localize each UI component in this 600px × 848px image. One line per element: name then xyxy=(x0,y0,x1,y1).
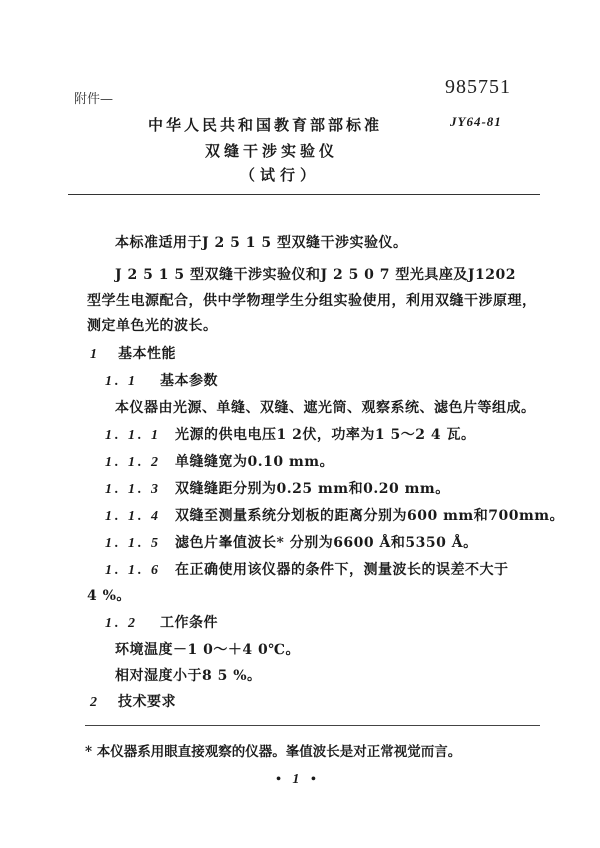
section-number: 1. 1. 5 xyxy=(105,536,161,551)
document-status: （试行） xyxy=(240,166,321,184)
annex-label: 附件— xyxy=(74,92,114,107)
section-number: 1 xyxy=(90,347,100,362)
ambient-temperature: 环境温度－1 0～＋4 0℃。 xyxy=(115,642,300,658)
section-1-1 xyxy=(105,370,218,390)
section-1-1-6-continued: 4 %。 xyxy=(87,588,131,604)
section-heading: 基本性能 xyxy=(118,346,176,362)
footnote-rule xyxy=(85,725,540,726)
page-number: • 1 • xyxy=(276,772,320,787)
section-1-1-2 xyxy=(105,451,334,471)
section-heading: 基本参数 xyxy=(160,373,218,389)
scope-paragraph: 本标准适用于J 2 5 1 5 型双缝干涉实验仪。 xyxy=(115,235,408,251)
section-1-1-5 xyxy=(105,532,478,552)
section-1-1-3 xyxy=(105,478,450,498)
purpose-paragraph-line-1: J 2 5 1 5 型双缝干涉实验仪和J 2 5 0 7 型光具座及J1202 xyxy=(115,267,517,283)
document-number: 985751 xyxy=(445,76,511,98)
section-heading: 工作条件 xyxy=(160,615,218,631)
section-number: 1. 1. 6 xyxy=(105,563,161,578)
section-1 xyxy=(90,343,176,363)
section-1-2 xyxy=(105,612,218,632)
section-1-1-6 xyxy=(105,559,509,579)
section-2 xyxy=(90,691,176,711)
section-number: 1. 1. 2 xyxy=(105,455,161,470)
relative-humidity: 相对湿度小于8 5 %。 xyxy=(115,668,262,684)
purpose-paragraph-line-2: 型学生电源配合，供中学物理学生分组实验使用，利用双缝干涉原理， xyxy=(87,293,537,309)
section-1-1-1 xyxy=(105,424,475,444)
section-text: 光源的供电电压1 2伏，功率为1 5～2 4 瓦。 xyxy=(175,427,476,443)
section-number: 1. 1 xyxy=(105,374,138,389)
section-text: 滤色片峯值波长* 分别为6600 Å和5350 Å。 xyxy=(175,535,478,551)
standard-code: JY64-81 xyxy=(450,114,502,129)
section-text: 单缝缝宽为0.10 mm。 xyxy=(175,454,335,470)
section-text: 在正确使用该仪器的条件下，测量波长的误差不大于 xyxy=(175,562,509,578)
footnote: * 本仪器系用眼直接观察的仪器。峯值波长是对正常视觉而言。 xyxy=(85,744,462,760)
document-title: 双缝干涉实验仪 xyxy=(205,142,339,160)
section-number: 1. 1. 3 xyxy=(105,482,161,497)
purpose-paragraph-line-3: 测定单色光的波长。 xyxy=(87,318,218,334)
section-text: 双缝缝距分别为0.25 mm和0.20 mm。 xyxy=(175,481,450,497)
section-number: 1. 1. 1 xyxy=(105,428,161,443)
issuing-body: 中华人民共和国教育部部标准 xyxy=(148,116,383,134)
section-number: 1. 2 xyxy=(105,616,138,631)
header-rule xyxy=(68,194,540,195)
section-1-1-4 xyxy=(105,505,564,525)
section-text: 双缝至测量系统分划板的距离分别为600 mm和700mm。 xyxy=(175,508,565,524)
section-heading: 技术要求 xyxy=(118,694,176,710)
section-number: 2 xyxy=(90,695,100,710)
section-number: 1. 1. 4 xyxy=(105,509,161,524)
composition-paragraph: 本仪器由光源、单缝、双缝、遮光筒、观察系统、滤色片等组成。 xyxy=(115,400,536,416)
